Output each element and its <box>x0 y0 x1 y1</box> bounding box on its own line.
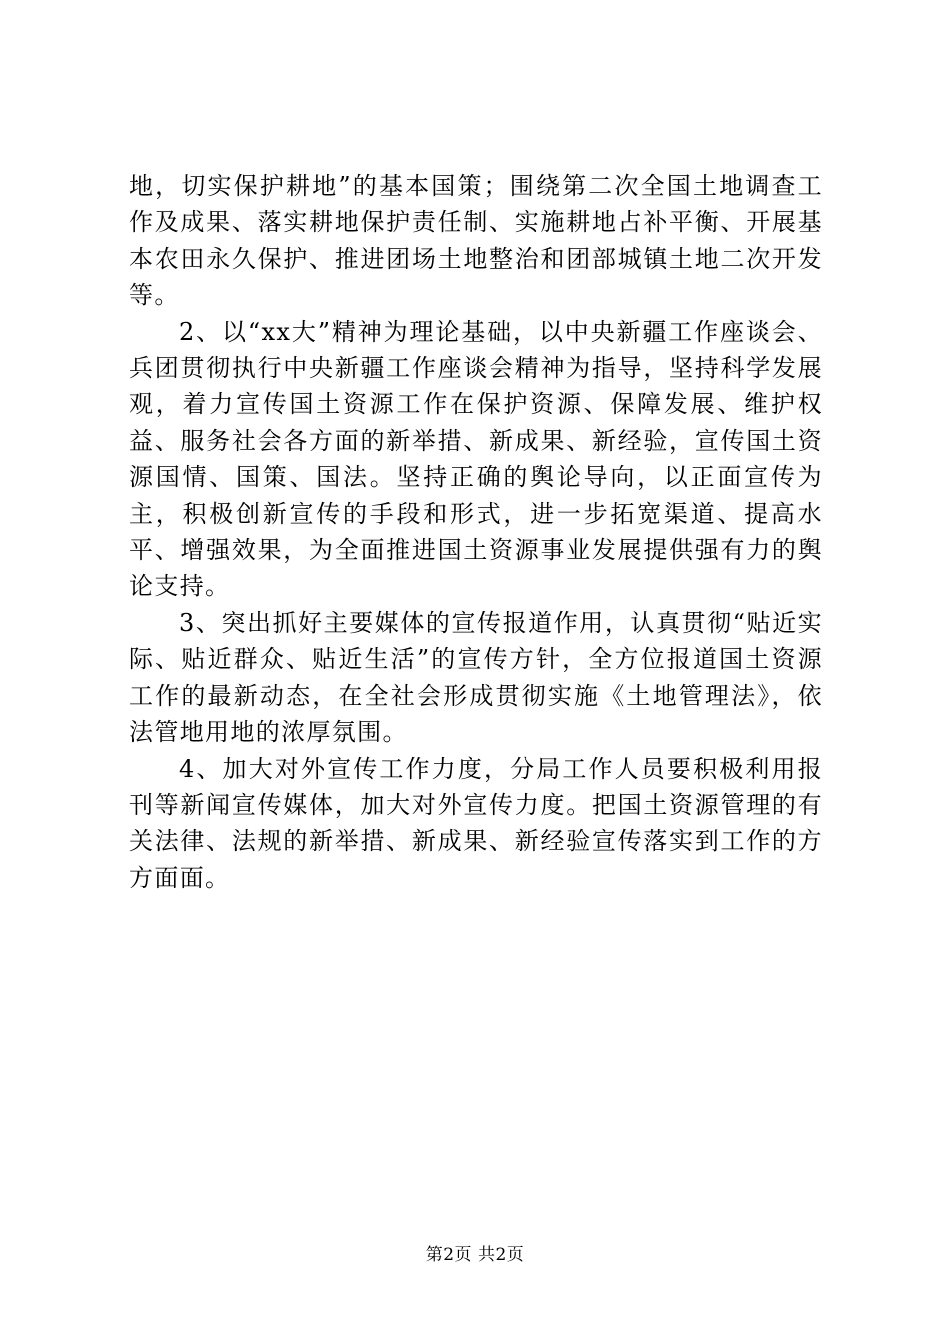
page-number-indicator: 第2页 共2页 <box>425 1245 525 1265</box>
page-footer <box>0 1245 950 1265</box>
document-body <box>129 168 823 896</box>
paragraph-item-2: 2、以“xx大”精神为理论基础，以中央新疆工作座谈会、兵团贯彻执行中央新疆工作座谈会精神为指导，坚持科学发展观，着力宣传国土资源工作在保护资源、保障发展、维护权益、服务社会各方面的新举措、新成果、新经验，宣传国土资源国情、国策、国法。坚持正确的舆论导向，以正面宣传为主，积极创新宣传的手段和形式，进一步拓宽渠道、提高水平、增强效果，为全面推进国土资源事业发展提供强有力的舆论支持。 <box>129 317 823 601</box>
paragraph-item-4: 4、加大对外宣传工作力度，分局工作人员要积极利用报刊等新闻宣传媒体，加大对外宣传力度。把国土资源管理的有关法律、法规的新举措、新成果、新经验宣传落实到工作的方方面面。 <box>129 754 823 892</box>
paragraph-continued: 地，切实保护耕地”的基本国策；围绕第二次全国土地调查工作及成果、落实耕地保护责任制、实施耕地占补平衡、开展基本农田永久保护、推进团场土地整治和团部城镇土地二次开发等。 <box>129 172 823 310</box>
paragraph-item-3: 3、突出抓好主要媒体的宣传报道作用，认真贯彻“贴近实际、贴近群众、贴近生活”的宣传方针，全方位报道国土资源工作的最新动态，在全社会形成贯彻实施《土地管理法》，依法管地用地的浓厚氛围。 <box>129 608 823 747</box>
